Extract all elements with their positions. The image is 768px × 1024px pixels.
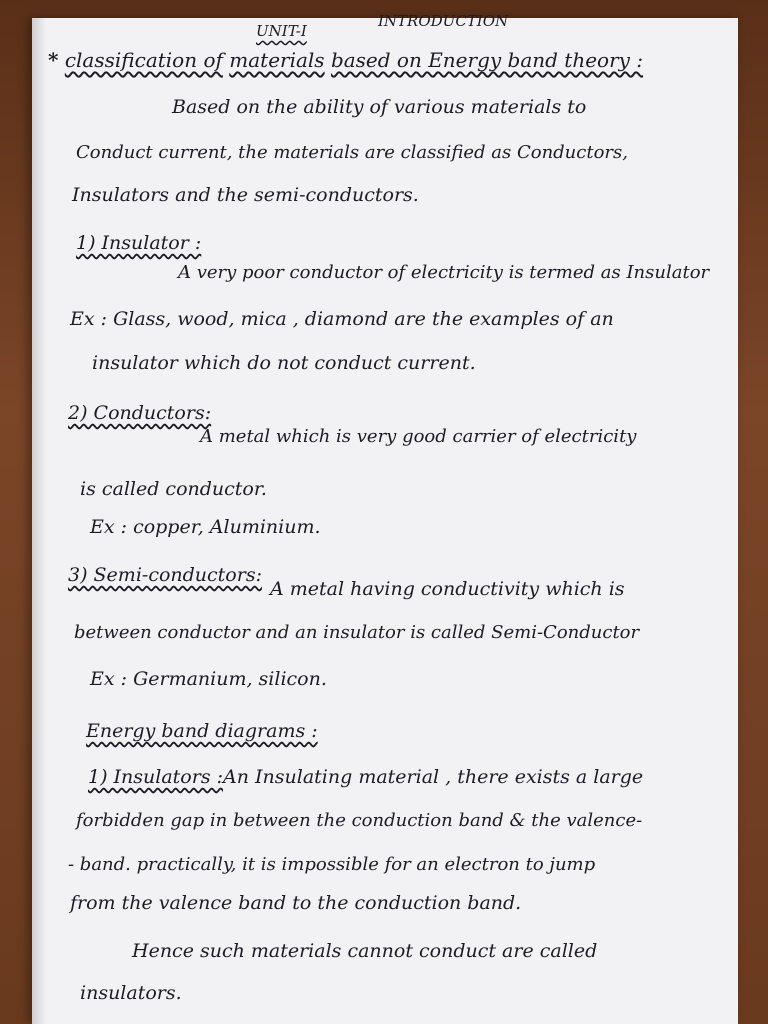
insulator-line-2: Ex : Glass, wood, mica , diamond are the examples of an — [70, 308, 614, 330]
insulator-line-3: insulator which do not conduct current. — [92, 352, 476, 374]
energy-band-heading: Energy band diagrams : — [86, 720, 318, 742]
heading-part-1: classification of — [64, 48, 223, 72]
insulator-line-1: A very poor conductor of electricity is termed as Insulator — [178, 262, 710, 283]
semiconductor-line-2: between conductor and an insulator is called Semi-Conductor — [74, 622, 640, 643]
page-spine — [32, 18, 46, 1024]
unit-label: UNIT-I — [256, 22, 307, 40]
conductor-line-1: A metal which is very good carrier of electricity — [200, 426, 637, 447]
intro-line-2: Conduct current, the materials are classified as Conductors, — [76, 142, 628, 163]
notebook-page — [32, 12, 738, 1024]
insulator-label: 1) Insulator : — [76, 232, 202, 254]
main-heading — [48, 48, 643, 72]
heading-part-2: materials — [229, 48, 325, 72]
semiconductor-line-3: Ex : Germanium, silicon. — [90, 668, 327, 690]
energy-band-line-3: - band. practically, it is impossible for an electron to jump — [68, 854, 596, 875]
introduction-label: INTRODUCTION — [378, 12, 509, 30]
star-bullet: * — [48, 48, 59, 72]
energy-band-line-6: insulators. — [80, 982, 182, 1004]
conductor-line-2: is called conductor. — [80, 478, 267, 500]
energy-band-line-2: forbidden gap in between the conduction band & the valence- — [76, 810, 643, 831]
energy-band-line-4: from the valence band to the conduction band. — [70, 892, 522, 914]
energy-band-insulator-label: 1) Insulators : — [88, 766, 224, 788]
conductor-line-3: Ex : copper, Aluminium. — [90, 516, 321, 538]
energy-band-line-5: Hence such materials cannot conduct are called — [132, 940, 598, 962]
intro-line-3: Insulators and the semi-conductors. — [72, 184, 419, 206]
energy-band-line-1: An Insulating material , there exists a large — [223, 766, 644, 788]
semiconductor-label: 3) Semi-conductors: — [68, 564, 262, 586]
intro-line-1: Based on the ability of various materials to — [172, 96, 587, 118]
energy-band-row-1 — [88, 766, 643, 788]
semiconductor-line-1: A metal having conductivity which is — [270, 578, 625, 600]
conductor-label: 2) Conductors: — [68, 402, 212, 424]
heading-part-3: based on Energy band theory : — [330, 48, 644, 72]
